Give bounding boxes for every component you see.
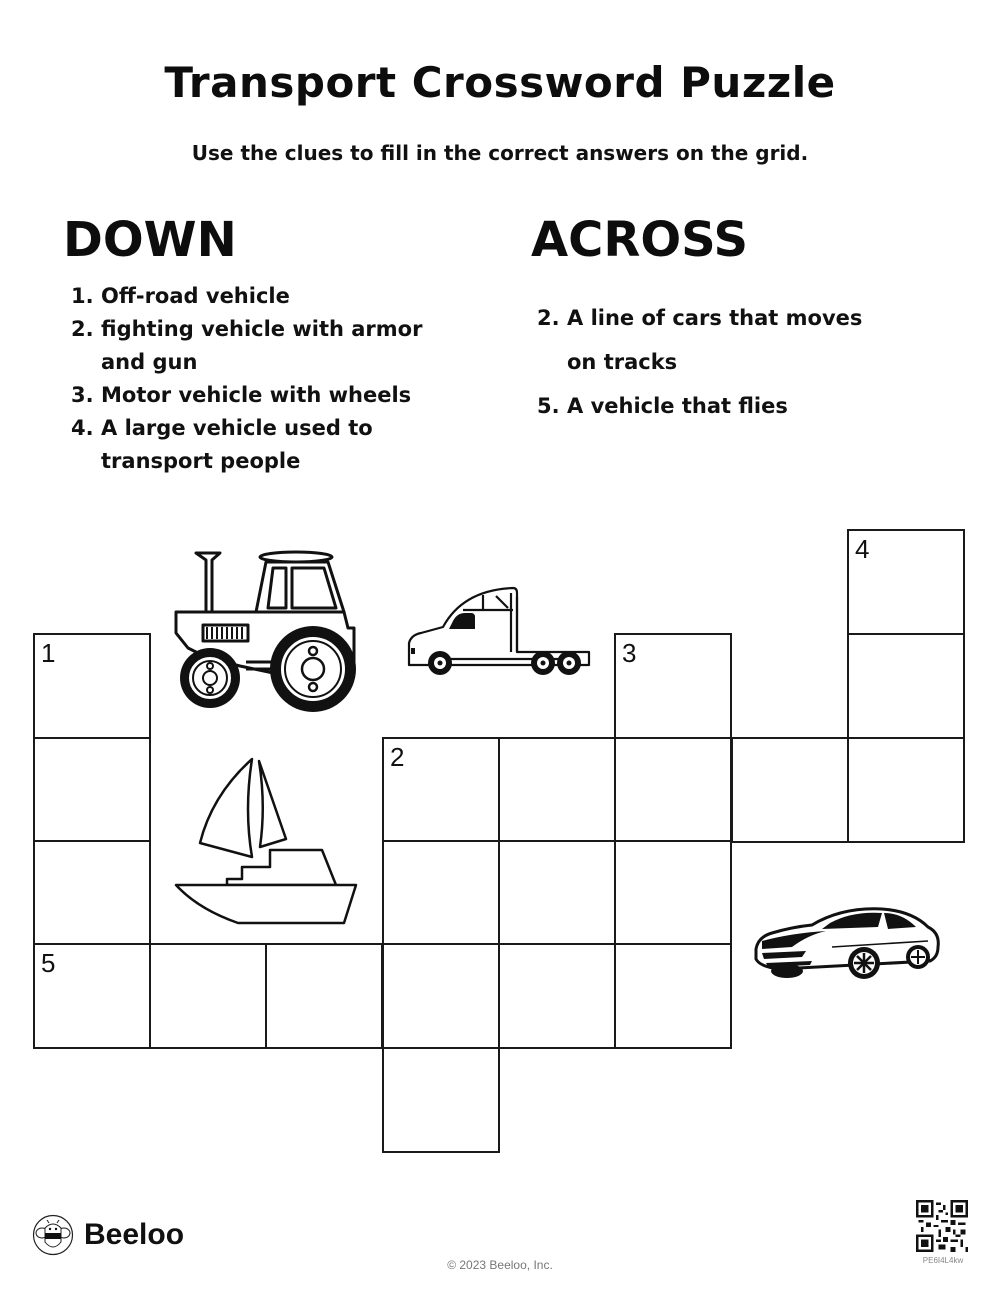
cell-number: 1 <box>41 638 56 668</box>
grid-cell-r2-c7[interactable] <box>847 737 965 843</box>
clue-text: A large vehicle used to transport people <box>101 416 373 473</box>
semi-truck-icon <box>403 585 593 680</box>
grid-cell-r4-c4[interactable] <box>498 943 616 1049</box>
grid-cell-r5-c3[interactable] <box>382 1047 500 1153</box>
down-clue-4 <box>71 412 436 478</box>
qr-code-label: PE6I4L4kw <box>922 1256 964 1265</box>
boat-icon <box>172 755 362 930</box>
grid-cell-r1-c7[interactable] <box>847 633 965 739</box>
bee-logo-icon <box>32 1214 74 1256</box>
across-clue-5 <box>537 384 882 428</box>
grid-cell-r4-c2[interactable] <box>265 943 383 1049</box>
down-heading: DOWN <box>63 212 237 268</box>
clue-number: 5. <box>537 394 560 418</box>
grid-cell-r2-c6[interactable] <box>731 737 849 843</box>
sports-car-icon <box>752 903 944 983</box>
cell-number: 2 <box>390 742 405 772</box>
tractor-icon <box>168 548 360 718</box>
clue-text: Off-road vehicle <box>101 284 290 308</box>
down-section <box>63 212 463 478</box>
clue-text: A vehicle that flies <box>567 394 788 418</box>
grid-cell-r2-c3[interactable] <box>382 737 500 843</box>
qr-code-block[interactable] <box>916 1200 970 1265</box>
clue-text: A line of cars that moves on tracks <box>567 306 863 374</box>
clue-number: 2. <box>71 317 94 341</box>
clue-number: 3. <box>71 383 94 407</box>
brand-name: Beeloo <box>84 1218 185 1251</box>
across-clue-2 <box>537 296 882 384</box>
brand-logo[interactable] <box>32 1214 184 1256</box>
across-clue-list <box>537 296 882 428</box>
clue-number: 2. <box>537 306 560 330</box>
grid-cell-r2-c4[interactable] <box>498 737 616 843</box>
down-clue-3 <box>71 379 436 412</box>
across-section <box>531 212 951 428</box>
clue-text: Motor vehicle with wheels <box>101 383 412 407</box>
page-subtitle: Use the clues to fill in the correct answers on the grid. <box>191 141 809 165</box>
grid-cell-r4-c1[interactable] <box>149 943 267 1049</box>
grid-cell-r1-c5[interactable] <box>614 633 732 739</box>
grid-cell-r1-c0[interactable] <box>33 633 151 739</box>
qr-code-icon <box>916 1200 968 1252</box>
down-clue-list <box>71 280 436 478</box>
grid-cell-r4-c3[interactable] <box>382 943 500 1049</box>
clue-number: 4. <box>71 416 94 440</box>
grid-cell-r0-c7[interactable] <box>847 529 965 635</box>
grid-cell-r4-c5[interactable] <box>614 943 732 1049</box>
grid-cell-r3-c5[interactable] <box>614 840 732 946</box>
cell-number: 5 <box>41 948 56 978</box>
clue-text: fighting vehicle with armor and gun <box>101 317 423 374</box>
across-heading: ACROSS <box>531 212 749 268</box>
grid-cell-r3-c3[interactable] <box>382 840 500 946</box>
cell-number: 3 <box>622 638 637 668</box>
down-clue-2 <box>71 313 436 379</box>
clue-number: 1. <box>71 284 94 308</box>
grid-cell-r4-c0[interactable] <box>33 943 151 1049</box>
page-title: Transport Crossword Puzzle <box>164 58 836 107</box>
cell-number: 4 <box>855 534 870 564</box>
copyright-text: © 2023 Beeloo, Inc. <box>447 1258 553 1272</box>
grid-cell-r2-c5[interactable] <box>614 737 732 843</box>
grid-cell-r3-c0[interactable] <box>33 840 151 946</box>
down-clue-1 <box>71 280 436 313</box>
grid-cell-r3-c4[interactable] <box>498 840 616 946</box>
grid-cell-r2-c0[interactable] <box>33 737 151 843</box>
